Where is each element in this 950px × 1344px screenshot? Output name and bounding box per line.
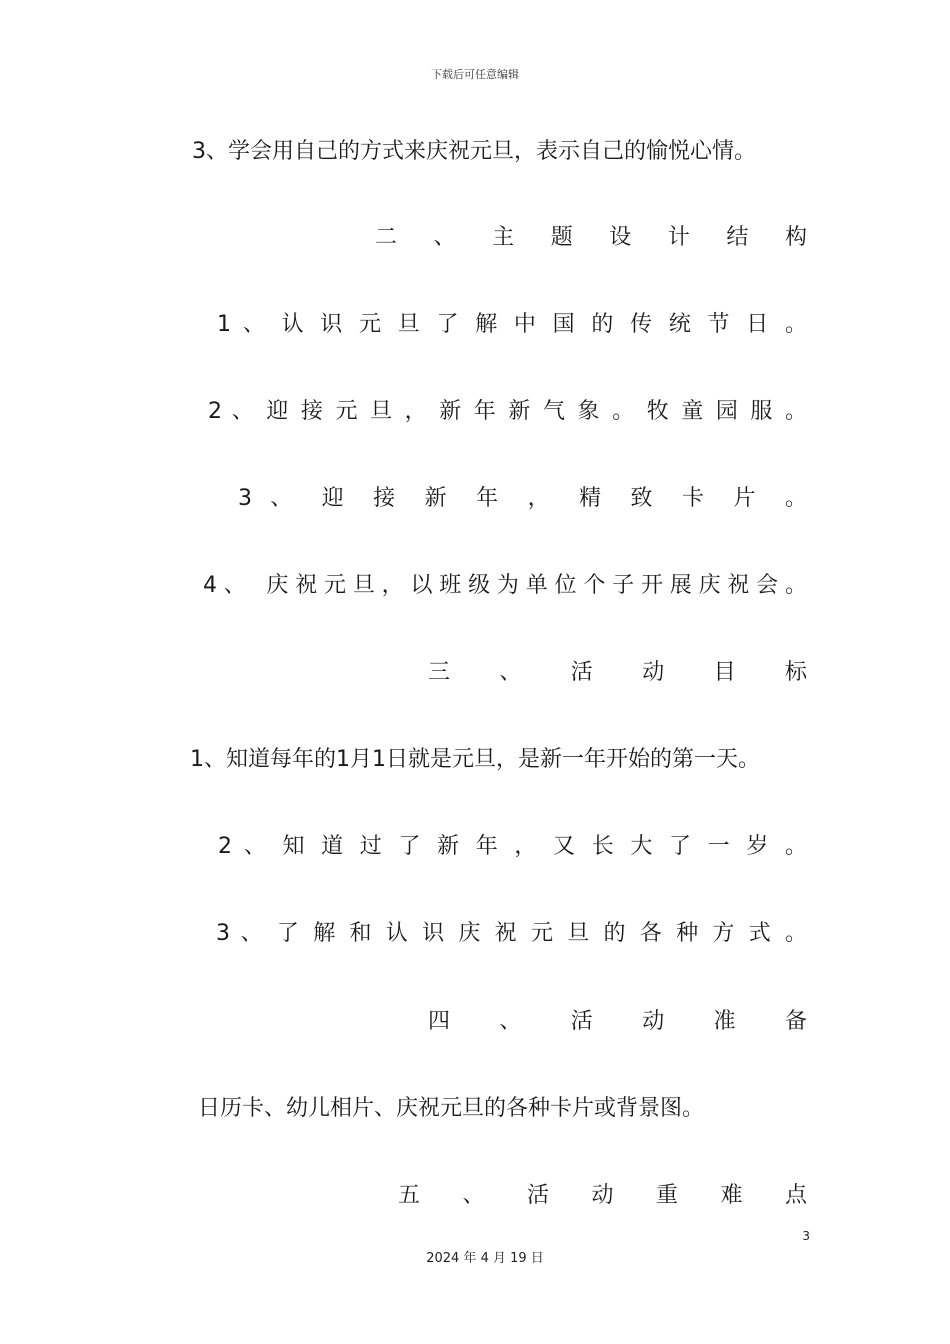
list-item: 3 、 了 解 和 认 识 庆 祝 元 旦 的 各 种 方 式 。 <box>216 921 807 946</box>
list-item: 2 、 迎 接 元 旦 ， 新 年 新 气 象 。 牧 童 园 服 。 <box>208 399 807 424</box>
page-header: 下载后可任意编辑 <box>431 68 519 81</box>
list-item: 2 、 知 道 过 了 新 年 ， 又 长 大 了 一 岁 。 <box>218 834 807 859</box>
footer-date: 2024 年 4 月 19 日 <box>426 1251 544 1266</box>
section-heading: 四 、 活 动 准 备 <box>428 1009 807 1034</box>
body-line: 日历卡、幼儿相片、庆祝元旦的各种卡片或背景图。 <box>198 1096 705 1121</box>
section-heading: 五 、 活 动 重 难 点 <box>398 1183 807 1208</box>
body-line: 3、学会用自己的方式来庆祝元旦，表示自己的愉悦心情。 <box>192 139 756 164</box>
section-heading: 二 、 主 题 设 计 结 构 <box>375 225 807 250</box>
page-number: 3 <box>802 1229 810 1243</box>
list-item: 4、 庆祝元旦，以班级为单位个子开展庆祝会。 <box>203 573 807 598</box>
list-item: 3 、 迎 接 新 年 ， 精 致 卡 片 。 <box>238 486 807 511</box>
section-heading: 三 、 活 动 目 标 <box>428 660 807 685</box>
list-item: 1 、 认 识 元 旦 了 解 中 国 的 传 统 节 日 。 <box>217 312 807 337</box>
list-item: 1、知道每年的1月1日就是元旦，是新一年开始的第一天。 <box>190 747 760 772</box>
